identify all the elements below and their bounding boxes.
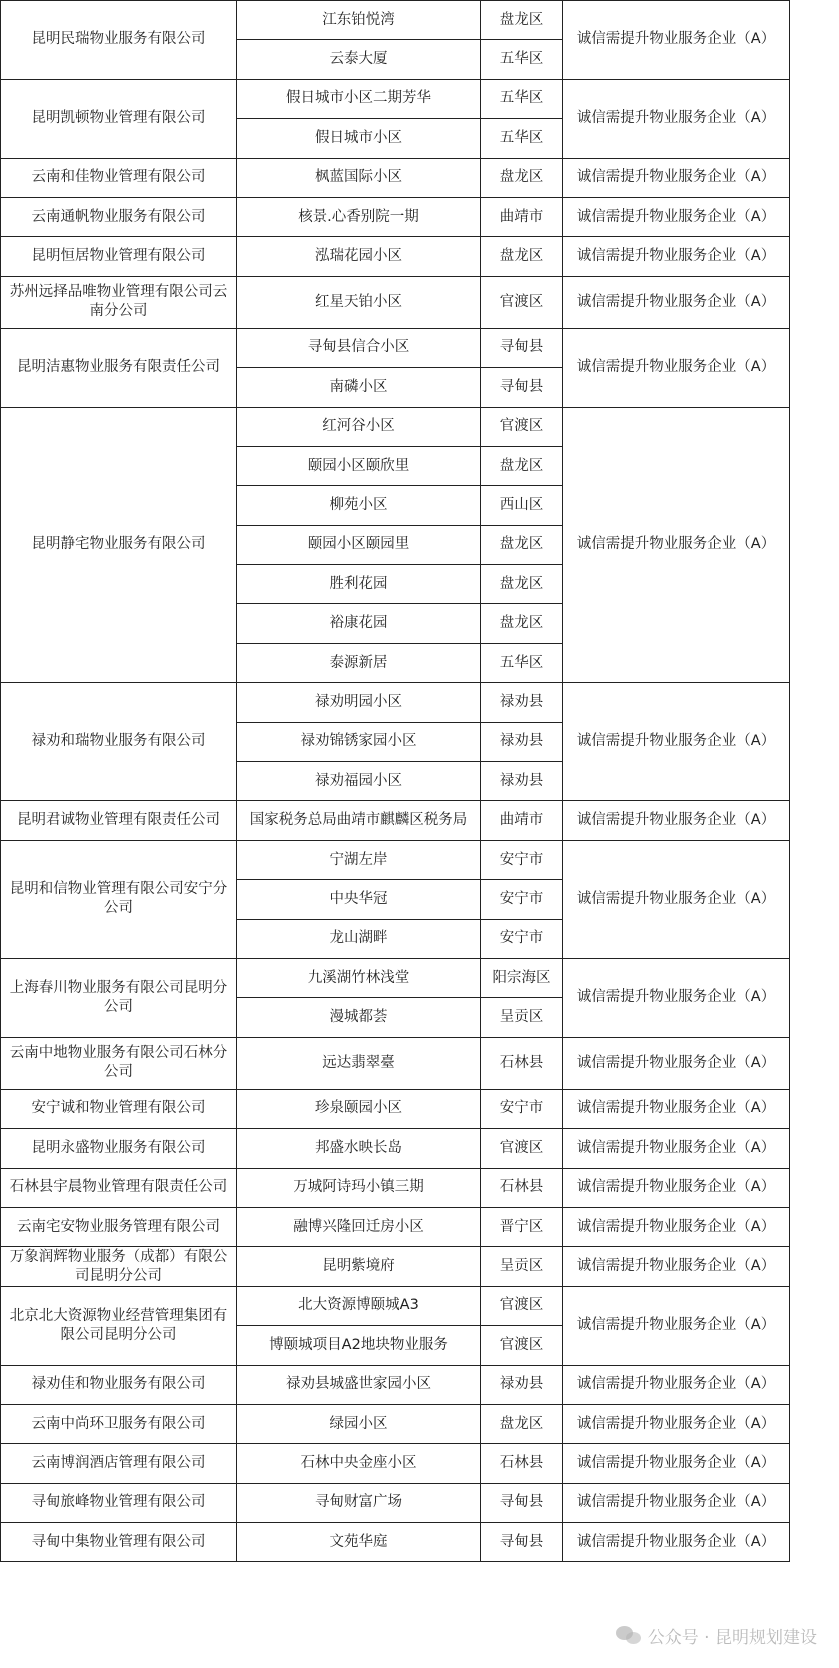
district-cell: 官渡区 <box>481 1129 563 1168</box>
district-cell: 五华区 <box>481 40 563 79</box>
project-name-cell: 红星天铂小区 <box>237 276 481 328</box>
district-cell: 盘龙区 <box>481 565 563 604</box>
project-name-cell: 枫蓝国际小区 <box>237 158 481 197</box>
company-name-cell: 昆明凯顿物业管理有限公司 <box>1 79 237 158</box>
table-row <box>1 1404 790 1443</box>
project-name-cell: 北大资源博颐城A3 <box>237 1286 481 1325</box>
company-name-cell: 昆明和信物业管理有限公司安宁分公司 <box>1 840 237 958</box>
company-name-cell: 寻甸旅峰物业管理有限公司 <box>1 1483 237 1522</box>
table-row <box>1 1483 790 1522</box>
district-cell: 盘龙区 <box>481 1 563 40</box>
rating-cell: 诚信需提升物业服务企业（A） <box>563 158 790 197</box>
company-name-cell: 苏州远择品唯物业管理有限公司云南分公司 <box>1 276 237 328</box>
rating-cell: 诚信需提升物业服务企业（A） <box>563 1247 790 1286</box>
table-row <box>1 1523 790 1562</box>
project-name-cell: 博颐城项目A2地块物业服务 <box>237 1326 481 1365</box>
company-name-cell: 云南和佳物业管理有限公司 <box>1 158 237 197</box>
project-name-cell: 昆明紫境府 <box>237 1247 481 1286</box>
district-cell: 安宁市 <box>481 840 563 879</box>
company-name-cell: 昆明民瑞物业服务有限公司 <box>1 1 237 80</box>
project-name-cell: 绿园小区 <box>237 1404 481 1443</box>
rating-cell: 诚信需提升物业服务企业（A） <box>563 1037 790 1089</box>
table-row <box>1 1207 790 1246</box>
rating-cell: 诚信需提升物业服务企业（A） <box>563 1207 790 1246</box>
district-cell: 禄劝县 <box>481 1365 563 1404</box>
table-row <box>1 276 790 328</box>
district-cell: 西山区 <box>481 486 563 525</box>
project-name-cell: 颐园小区颐园里 <box>237 525 481 564</box>
company-name-cell: 昆明恒居物业管理有限公司 <box>1 237 237 276</box>
project-name-cell: 南磷小区 <box>237 368 481 407</box>
district-cell: 官渡区 <box>481 276 563 328</box>
table-row <box>1 1089 790 1128</box>
district-cell: 晋宁区 <box>481 1207 563 1246</box>
district-cell: 安宁市 <box>481 919 563 958</box>
project-name-cell: 泓瑞花园小区 <box>237 237 481 276</box>
rating-cell: 诚信需提升物业服务企业（A） <box>563 1483 790 1522</box>
district-cell: 盘龙区 <box>481 237 563 276</box>
rating-cell: 诚信需提升物业服务企业（A） <box>563 683 790 801</box>
project-name-cell: 国家税务总局曲靖市麒麟区税务局 <box>237 801 481 840</box>
company-name-cell: 上海春川物业服务有限公司昆明分公司 <box>1 958 237 1037</box>
project-name-cell: 珍泉颐园小区 <box>237 1089 481 1128</box>
rating-cell: 诚信需提升物业服务企业（A） <box>563 1168 790 1207</box>
project-name-cell: 颐园小区颐欣里 <box>237 446 481 485</box>
district-cell: 盘龙区 <box>481 446 563 485</box>
district-cell: 禄劝县 <box>481 683 563 722</box>
project-name-cell: 九溪湖竹林浅堂 <box>237 958 481 997</box>
project-name-cell: 寻甸县信合小区 <box>237 328 481 367</box>
project-name-cell: 邦盛水映长岛 <box>237 1129 481 1168</box>
rating-cell: 诚信需提升物业服务企业（A） <box>563 801 790 840</box>
district-cell: 官渡区 <box>481 1286 563 1325</box>
project-name-cell: 寻甸财富广场 <box>237 1483 481 1522</box>
table-row <box>1 1 790 40</box>
project-name-cell: 禄劝锦锈家园小区 <box>237 722 481 761</box>
project-name-cell: 假日城市小区 <box>237 119 481 158</box>
district-cell: 寻甸县 <box>481 1483 563 1522</box>
watermark <box>616 1623 817 1648</box>
project-name-cell: 假日城市小区二期芳华 <box>237 79 481 118</box>
district-cell: 官渡区 <box>481 1326 563 1365</box>
district-cell: 盘龙区 <box>481 1404 563 1443</box>
company-name-cell: 昆明洁惠物业服务有限责任公司 <box>1 328 237 407</box>
table-row <box>1 1286 790 1325</box>
company-name-cell: 禄劝佳和物业服务有限公司 <box>1 1365 237 1404</box>
company-name-cell: 云南中地物业服务有限公司石林分公司 <box>1 1037 237 1089</box>
table-row <box>1 407 790 446</box>
project-name-cell: 胜利花园 <box>237 565 481 604</box>
company-name-cell: 寻甸中集物业管理有限公司 <box>1 1523 237 1562</box>
company-name-cell: 石林县宇晨物业管理有限责任公司 <box>1 1168 237 1207</box>
wechat-icon <box>616 1626 642 1646</box>
table-row <box>1 1129 790 1168</box>
project-name-cell: 禄劝福园小区 <box>237 762 481 801</box>
company-name-cell: 安宁诚和物业管理有限公司 <box>1 1089 237 1128</box>
project-name-cell: 红河谷小区 <box>237 407 481 446</box>
table-row <box>1 683 790 722</box>
rating-cell: 诚信需提升物业服务企业（A） <box>563 237 790 276</box>
rating-cell: 诚信需提升物业服务企业（A） <box>563 407 790 683</box>
table-row <box>1 840 790 879</box>
company-name-cell: 昆明永盛物业服务有限公司 <box>1 1129 237 1168</box>
district-cell: 呈贡区 <box>481 1247 563 1286</box>
table-row <box>1 801 790 840</box>
table-row <box>1 1168 790 1207</box>
project-name-cell: 石林中央金座小区 <box>237 1444 481 1483</box>
table-row <box>1 158 790 197</box>
district-cell: 石林县 <box>481 1037 563 1089</box>
table-body <box>1 1 790 1562</box>
company-name-cell: 昆明君诚物业管理有限责任公司 <box>1 801 237 840</box>
district-cell: 寻甸县 <box>481 1523 563 1562</box>
rating-cell: 诚信需提升物业服务企业（A） <box>563 1129 790 1168</box>
project-name-cell: 泰源新居 <box>237 643 481 682</box>
table-row <box>1 197 790 236</box>
project-name-cell: 宁湖左岸 <box>237 840 481 879</box>
district-cell: 安宁市 <box>481 880 563 919</box>
district-cell: 寻甸县 <box>481 328 563 367</box>
district-cell: 盘龙区 <box>481 604 563 643</box>
rating-cell: 诚信需提升物业服务企业（A） <box>563 958 790 1037</box>
project-name-cell: 远达翡翠臺 <box>237 1037 481 1089</box>
district-cell: 安宁市 <box>481 1089 563 1128</box>
table-row <box>1 1444 790 1483</box>
company-name-cell: 昆明静宅物业服务有限公司 <box>1 407 237 683</box>
company-name-cell: 云南通帆物业服务有限公司 <box>1 197 237 236</box>
company-name-cell: 北京北大资源物业经营管理集团有限公司昆明分公司 <box>1 1286 237 1365</box>
rating-cell: 诚信需提升物业服务企业（A） <box>563 197 790 236</box>
project-name-cell: 禄劝县城盛世家园小区 <box>237 1365 481 1404</box>
table-row <box>1 1247 790 1286</box>
rating-cell: 诚信需提升物业服务企业（A） <box>563 1444 790 1483</box>
table-row <box>1 958 790 997</box>
rating-cell: 诚信需提升物业服务企业（A） <box>563 328 790 407</box>
project-name-cell: 云泰大厦 <box>237 40 481 79</box>
district-cell: 禄劝县 <box>481 722 563 761</box>
project-name-cell: 中央华冠 <box>237 880 481 919</box>
company-name-cell: 云南宅安物业服务管理有限公司 <box>1 1207 237 1246</box>
rating-cell: 诚信需提升物业服务企业（A） <box>563 1404 790 1443</box>
project-name-cell: 文苑华庭 <box>237 1523 481 1562</box>
district-cell: 曲靖市 <box>481 801 563 840</box>
district-cell: 五华区 <box>481 119 563 158</box>
district-cell: 五华区 <box>481 643 563 682</box>
rating-cell: 诚信需提升物业服务企业（A） <box>563 1286 790 1365</box>
rating-cell: 诚信需提升物业服务企业（A） <box>563 1523 790 1562</box>
district-cell: 盘龙区 <box>481 158 563 197</box>
table-row <box>1 1365 790 1404</box>
rating-cell: 诚信需提升物业服务企业（A） <box>563 1365 790 1404</box>
district-cell: 石林县 <box>481 1168 563 1207</box>
company-name-cell: 云南中尚环卫服务有限公司 <box>1 1404 237 1443</box>
rating-cell: 诚信需提升物业服务企业（A） <box>563 1 790 80</box>
rating-cell: 诚信需提升物业服务企业（A） <box>563 840 790 958</box>
district-cell: 呈贡区 <box>481 998 563 1037</box>
table-row <box>1 237 790 276</box>
table-row <box>1 328 790 367</box>
district-cell: 石林县 <box>481 1444 563 1483</box>
table-row <box>1 1037 790 1089</box>
rating-cell: 诚信需提升物业服务企业（A） <box>563 1089 790 1128</box>
district-cell: 盘龙区 <box>481 525 563 564</box>
district-cell: 阳宗海区 <box>481 958 563 997</box>
table-row <box>1 79 790 118</box>
project-name-cell: 核景.心香别院一期 <box>237 197 481 236</box>
project-name-cell: 融博兴隆回迁房小区 <box>237 1207 481 1246</box>
company-name-cell: 云南博润酒店管理有限公司 <box>1 1444 237 1483</box>
district-cell: 寻甸县 <box>481 368 563 407</box>
project-name-cell: 漫城都荟 <box>237 998 481 1037</box>
rating-cell: 诚信需提升物业服务企业（A） <box>563 79 790 158</box>
district-cell: 官渡区 <box>481 407 563 446</box>
company-name-cell: 万象润辉物业服务（成都）有限公司昆明分公司 <box>1 1247 237 1286</box>
project-name-cell: 万城阿诗玛小镇三期 <box>237 1168 481 1207</box>
district-cell: 曲靖市 <box>481 197 563 236</box>
project-name-cell: 裕康花园 <box>237 604 481 643</box>
district-cell: 禄劝县 <box>481 762 563 801</box>
rating-cell: 诚信需提升物业服务企业（A） <box>563 276 790 328</box>
project-name-cell: 江东铂悦湾 <box>237 1 481 40</box>
company-name-cell: 禄劝和瑞物业服务有限公司 <box>1 683 237 801</box>
project-name-cell: 禄劝明园小区 <box>237 683 481 722</box>
project-name-cell: 龙山湖畔 <box>237 919 481 958</box>
district-cell: 五华区 <box>481 79 563 118</box>
project-name-cell: 柳苑小区 <box>237 486 481 525</box>
watermark-text: 公众号 · 昆明规划建设 <box>647 1628 817 1648</box>
